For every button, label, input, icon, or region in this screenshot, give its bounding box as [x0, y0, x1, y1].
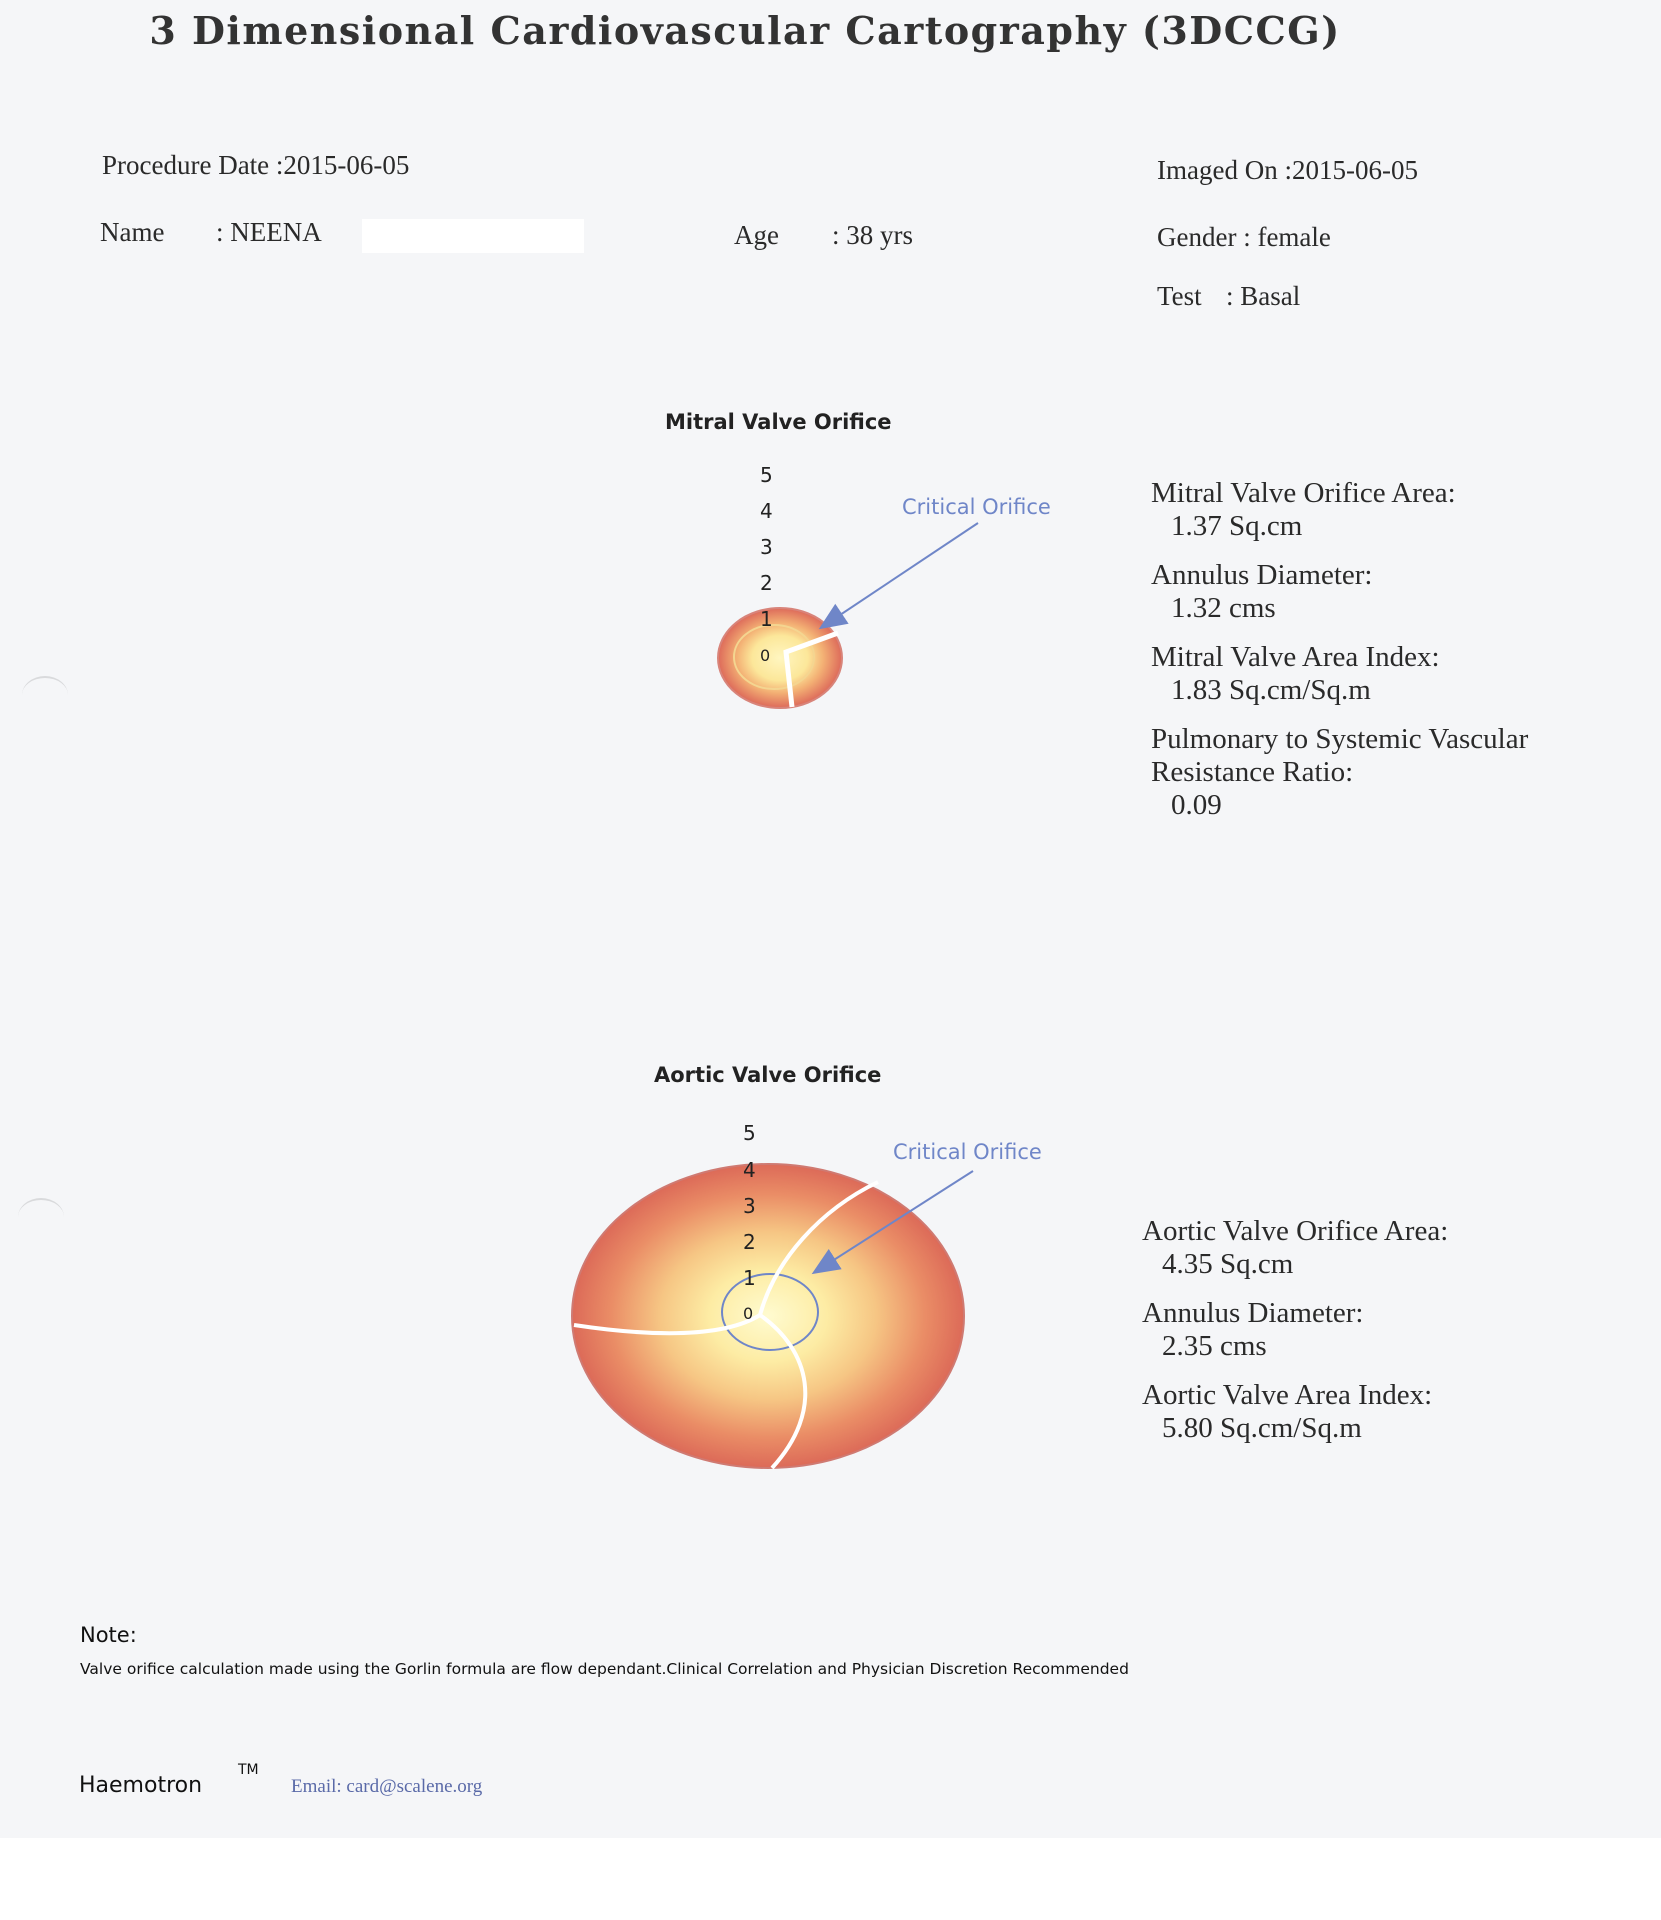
mitral-stat-area — [1151, 477, 1631, 543]
aortic-scale-3: 3 — [743, 1194, 756, 1218]
aortic-annulus-label: Annulus Diameter: — [1142, 1297, 1364, 1329]
mitral-scale-3: 3 — [760, 535, 773, 559]
aortic-stat-annulus — [1142, 1297, 1448, 1363]
aortic-scale-5: 5 — [743, 1121, 756, 1145]
trademark-mark: TM — [238, 1762, 259, 1778]
note-text: Valve orifice calculation made using the Gorlin formula are flow dependant.Clinical Correlation and Physician Discretion Recommended — [80, 1660, 1129, 1678]
mitral-annulus-shape — [718, 608, 842, 708]
mitral-chart-title: Mitral Valve Orifice — [665, 410, 892, 434]
resistance-ratio-value: 0.09 — [1171, 789, 1222, 821]
mitral-orifice-diagram — [680, 455, 1140, 735]
aortic-scale-0: 0 — [743, 1304, 754, 1323]
test-value: : Basal — [1226, 281, 1301, 311]
aortic-stat-area — [1142, 1215, 1448, 1281]
mitral-index-value: 1.83 Sq.cm/Sq.m — [1171, 674, 1371, 706]
mitral-index-label: Mitral Valve Area Index: — [1151, 641, 1440, 673]
aortic-annulus-shape — [572, 1164, 964, 1468]
aortic-stats — [1142, 1215, 1448, 1461]
report-title: 3 Dimensional Cardiovascular Cartography (3DCCG) — [149, 8, 1341, 53]
aortic-scale-4: 4 — [743, 1158, 756, 1182]
mitral-stat-index — [1151, 641, 1631, 707]
redaction-box — [362, 219, 584, 253]
gender: Gender : female — [1157, 222, 1331, 252]
aortic-scale-1: 1 — [743, 1266, 756, 1290]
punch-hole-mark — [18, 1198, 64, 1236]
mitral-scale-0: 0 — [760, 646, 771, 665]
aortic-annotation: Critical Orifice — [893, 1140, 1042, 1164]
mitral-stats — [1151, 477, 1631, 838]
name-label: Name — [100, 217, 165, 247]
aortic-index-label: Aortic Valve Area Index: — [1142, 1379, 1433, 1411]
note-heading: Note: — [80, 1623, 137, 1647]
mitral-scale-1: 1 — [760, 607, 773, 631]
email-link[interactable]: Email: card@scalene.org — [291, 1776, 483, 1797]
mitral-annotation: Critical Orifice — [902, 495, 1051, 519]
mitral-annotation-arrow — [822, 523, 978, 627]
aortic-area-label: Aortic Valve Orifice Area: — [1142, 1215, 1449, 1247]
aortic-scale-2: 2 — [743, 1230, 756, 1254]
age-label: Age — [734, 220, 779, 250]
aortic-stat-index — [1142, 1379, 1448, 1445]
mitral-stat-annulus — [1151, 559, 1631, 625]
mitral-scale-4: 4 — [760, 499, 773, 523]
punch-hole-mark — [22, 676, 68, 714]
procedure-date: Procedure Date :2015-06-05 — [102, 150, 410, 180]
mitral-area-label: Mitral Valve Orifice Area: — [1151, 477, 1456, 509]
name-value: : NEENA — [216, 217, 322, 247]
imaged-on-date: Imaged On :2015-06-05 — [1157, 155, 1418, 185]
mitral-scale-5: 5 — [760, 463, 773, 487]
aortic-area-value: 4.35 Sq.cm — [1162, 1248, 1294, 1280]
mitral-scale-2: 2 — [760, 571, 773, 595]
aortic-annulus-value: 2.35 cms — [1162, 1330, 1267, 1362]
brand-name: Haemotron — [79, 1773, 203, 1798]
age-value: : 38 yrs — [832, 220, 913, 250]
aortic-chart-title: Aortic Valve Orifice — [654, 1063, 882, 1087]
mitral-annulus-value: 1.32 cms — [1171, 592, 1276, 624]
resistance-ratio-label: Pulmonary to Systemic Vascular Resistance Ratio: — [1151, 723, 1529, 788]
mitral-stat-resistance — [1151, 723, 1631, 822]
mitral-area-value: 1.37 Sq.cm — [1171, 510, 1303, 542]
aortic-index-value: 5.80 Sq.cm/Sq.m — [1162, 1412, 1362, 1444]
aortic-orifice-diagram — [560, 1110, 1080, 1490]
test-label: Test — [1157, 281, 1202, 311]
mitral-annulus-label: Annulus Diameter: — [1151, 559, 1373, 591]
